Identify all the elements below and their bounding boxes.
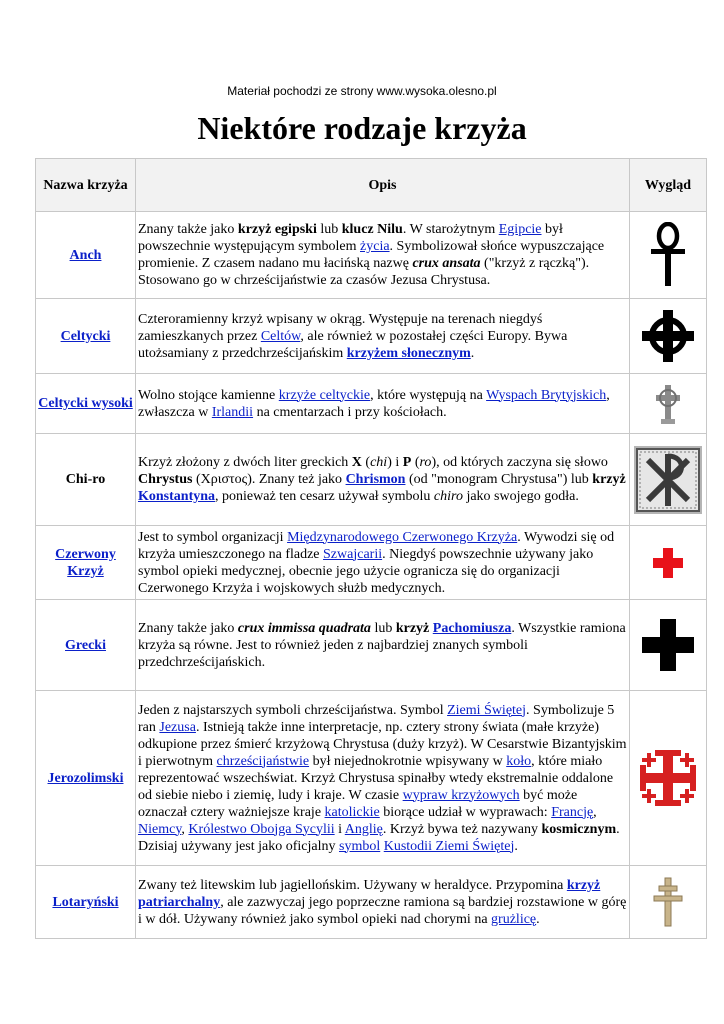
- description-link[interactable]: grużlicę: [491, 911, 537, 927]
- description-text: .: [514, 838, 518, 854]
- table-row: [36, 691, 707, 866]
- description-text: . Symbolizował słońce wypuszczające promienie. Z czasem nadano mu łacińską nazwę: [138, 239, 605, 271]
- description-text: Jest to symbol organizacji: [138, 529, 288, 545]
- source-note: Materiał pochodzi ze strony www.wysoka.olesno.pl: [227, 84, 497, 98]
- description-link[interactable]: Jezusa: [159, 719, 196, 735]
- jerusalem-cross-icon: [634, 744, 702, 812]
- description-text: X: [351, 455, 362, 470]
- description-text: . Symbolizuje 5 ran: [138, 702, 615, 735]
- description-text: i: [334, 821, 345, 837]
- description-text: Jeden z najstarszych symboli chrześcijaństwa. Symbol: [138, 702, 448, 718]
- table-row: [36, 434, 707, 526]
- description-link[interactable]: Pachomiusza: [432, 620, 512, 636]
- cross-description: [136, 691, 630, 866]
- cross-description: [136, 374, 630, 434]
- description-text: krzyż: [592, 472, 626, 487]
- description-link[interactable]: Egipcie: [498, 222, 542, 237]
- page-title: Niektóre rodzaje krzyża: [197, 110, 527, 146]
- description-text: crux ansata: [412, 256, 481, 271]
- description-link[interactable]: krzyże celtyckie: [278, 387, 371, 403]
- description-text: na cmentarzach i przy kościołach.: [253, 404, 447, 420]
- header-look: Wygląd: [630, 159, 707, 212]
- crosses-table: [35, 158, 707, 939]
- celtic-cross-icon: [640, 308, 696, 364]
- table-row: [36, 526, 707, 600]
- cross-name: Chi-ro: [65, 472, 106, 487]
- description-text: (: [361, 455, 371, 470]
- ankh-icon: [648, 222, 688, 288]
- table-header-row: [36, 159, 707, 212]
- description-text: . Wywodzi się od krzyża umieszczonego na fladze: [138, 529, 615, 562]
- greek-cross-icon: [640, 617, 696, 673]
- description-text: P: [402, 455, 412, 470]
- description-link[interactable]: katolickie: [324, 804, 380, 820]
- description-text: chiro: [433, 489, 463, 504]
- description-text: ,: [181, 821, 189, 837]
- description-link[interactable]: Irlandii: [211, 404, 254, 420]
- description-text: , ale również w pozostałej części Europy. Bywa utożsamiany z przedchrześcijańskim: [138, 328, 568, 361]
- description-text: , zwłaszcza w: [138, 387, 610, 420]
- table-row: [36, 299, 707, 374]
- description-text: . Istnieją także inne interpretacje, np. cztery strony świata (małe krzyże) odkupione przez śmierć krzyżową Chrystusa (duży krzyż). W Cesarstwie Bizantyjskim i pierwotnym: [138, 719, 627, 769]
- description-link[interactable]: Szwajcarii: [323, 546, 383, 562]
- description-text: Wolno stojące kamienne: [138, 387, 279, 403]
- description-text: .: [536, 911, 540, 927]
- description-text: ro: [419, 455, 432, 470]
- cross-name-link[interactable]: Lotaryński: [52, 894, 119, 910]
- description-text: , ale zazwyczaj jego poprzeczne ramiona są bardziej rozstawione w górę i w dół. Używany również jako symbol opieki nad chorymi na: [138, 894, 627, 927]
- description-link[interactable]: Celtów: [260, 328, 301, 344]
- description-text: . Dzisiaj używany jest jako oficjalny: [138, 821, 620, 854]
- description-text: , które miało reprezentować wszechświat. Krzyż Chrystusa spinałby wtedy ekstremalnie oddalone od siebie niebo i ziemię, ludy i kraje. W czasie: [138, 753, 614, 803]
- description-link[interactable]: Anglię: [344, 821, 383, 837]
- description-text: (od "monogram Chrystusa") lub: [405, 472, 593, 487]
- table-row: [36, 212, 707, 299]
- description-link[interactable]: krzyż patriarchalny: [138, 877, 601, 910]
- table-row: [36, 866, 707, 939]
- description-link[interactable]: koło: [506, 753, 532, 769]
- description-link[interactable]: życia: [360, 239, 390, 254]
- description-text: Znany także jako: [138, 620, 238, 636]
- description-text: Chrystus: [138, 472, 193, 487]
- description-text: , ponieważ ten cesarz używał symbolu: [215, 489, 434, 504]
- description-text: być może oznaczał cztery ważniejsze kraje: [138, 787, 578, 820]
- red-cross-icon: [636, 538, 700, 588]
- description-text: . Krzyż bywa też nazywany: [382, 821, 542, 837]
- description-link[interactable]: Francję: [551, 804, 594, 820]
- description-text: (: [411, 455, 420, 470]
- cross-name-link[interactable]: Celtycki: [60, 328, 111, 344]
- description-text: ), od których zaczyna się słowo: [431, 455, 608, 470]
- description-link[interactable]: Ziemi Świętej: [447, 702, 527, 718]
- header-desc: Opis: [136, 159, 630, 212]
- description-link[interactable]: Konstantyna: [138, 489, 216, 504]
- cross-name-link[interactable]: Jerozolimski: [47, 770, 124, 786]
- cross-description: [136, 212, 630, 299]
- description-text: lub: [316, 222, 342, 237]
- cross-description: [136, 600, 630, 691]
- description-text: . Wszystkie ramiona krzyża są równe. Jest to również jeden z najbardziej znanych symboli przedchrześcijańskich.: [138, 620, 626, 670]
- description-link[interactable]: Królestwo Obojga Sycylii: [188, 821, 335, 837]
- description-text: lub: [370, 620, 396, 636]
- description-link[interactable]: symbol: [339, 838, 381, 854]
- cross-name-link[interactable]: Czerwony Krzyż: [55, 546, 116, 579]
- description-text: ("krzyż z rączką"). Stosowano go w chrześcijaństwie za czasów Jezusa Chrystusa.: [138, 256, 590, 288]
- table-row: [36, 600, 707, 691]
- description-link[interactable]: Chrismon: [345, 472, 406, 487]
- cross-description: [136, 299, 630, 374]
- table-row: [36, 374, 707, 434]
- description-link[interactable]: Wyspach Brytyjskich: [486, 387, 607, 403]
- description-text: . Niegdyś powszechnie używany jako symbol opieki medycznej, obecnie jego użycie ogranicza się do organizacji Czerwonego Krzyża i wojskowych służb medycznych.: [138, 546, 594, 596]
- cross-description: [136, 434, 630, 526]
- description-link[interactable]: krzyżem słonecznym: [346, 345, 471, 361]
- cross-description: [136, 526, 630, 600]
- description-link[interactable]: Niemcy: [138, 821, 182, 837]
- high-cross-icon: [653, 383, 683, 425]
- description-text: crux immissa quadrata: [237, 620, 371, 636]
- cross-name-link[interactable]: Anch: [69, 247, 102, 263]
- description-link[interactable]: chrześcijaństwie: [216, 753, 310, 769]
- description-text: jako swojego godła.: [462, 489, 579, 504]
- description-text: Znany także jako: [138, 222, 238, 237]
- description-text: Czteroramienny krzyż wpisany w okrąg. Występuje na terenach niegdyś zamieszkanych przez: [138, 311, 543, 344]
- description-text: . W starożytnym: [402, 222, 499, 237]
- description-text: klucz Nilu: [341, 222, 403, 237]
- chi-rho-icon: [634, 446, 702, 514]
- description-text: Krzyż złożony z dwóch liter greckich: [138, 455, 352, 470]
- description-text: , które występują na: [370, 387, 487, 403]
- cross-description: [136, 866, 630, 939]
- description-text: biorące udział w wyprawach:: [379, 804, 552, 820]
- description-link[interactable]: Międzynarodowego Czerwonego Krzyża: [287, 529, 518, 545]
- description-text: ,: [593, 804, 597, 820]
- description-link[interactable]: Kustodii Ziemi Świętej: [383, 838, 515, 854]
- description-text: był niejednokrotnie wpisywany w: [309, 753, 507, 769]
- description-text: .: [470, 345, 475, 361]
- description-link[interactable]: wypraw krzyżowych: [402, 787, 520, 803]
- description-text: krzyż: [395, 620, 433, 636]
- lorraine-cross-icon: [651, 876, 685, 928]
- cross-name-link[interactable]: Grecki: [65, 637, 106, 653]
- description-text: krzyż egipski: [237, 222, 317, 237]
- description-text: był powszechnie występującym symbolem: [138, 222, 563, 254]
- cross-name-link[interactable]: Celtycki wysoki: [38, 396, 133, 411]
- description-text: kosmicznym: [541, 821, 617, 837]
- description-text: chi: [370, 455, 388, 470]
- description-text: Zwany też litewskim lub jagiellońskim. Używany w heraldyce. Przypomina: [138, 877, 567, 893]
- description-text: ) i: [387, 455, 403, 470]
- header-name: Nazwa krzyża: [36, 159, 136, 212]
- description-text: (Χριστος). Znany też jako: [192, 472, 346, 487]
